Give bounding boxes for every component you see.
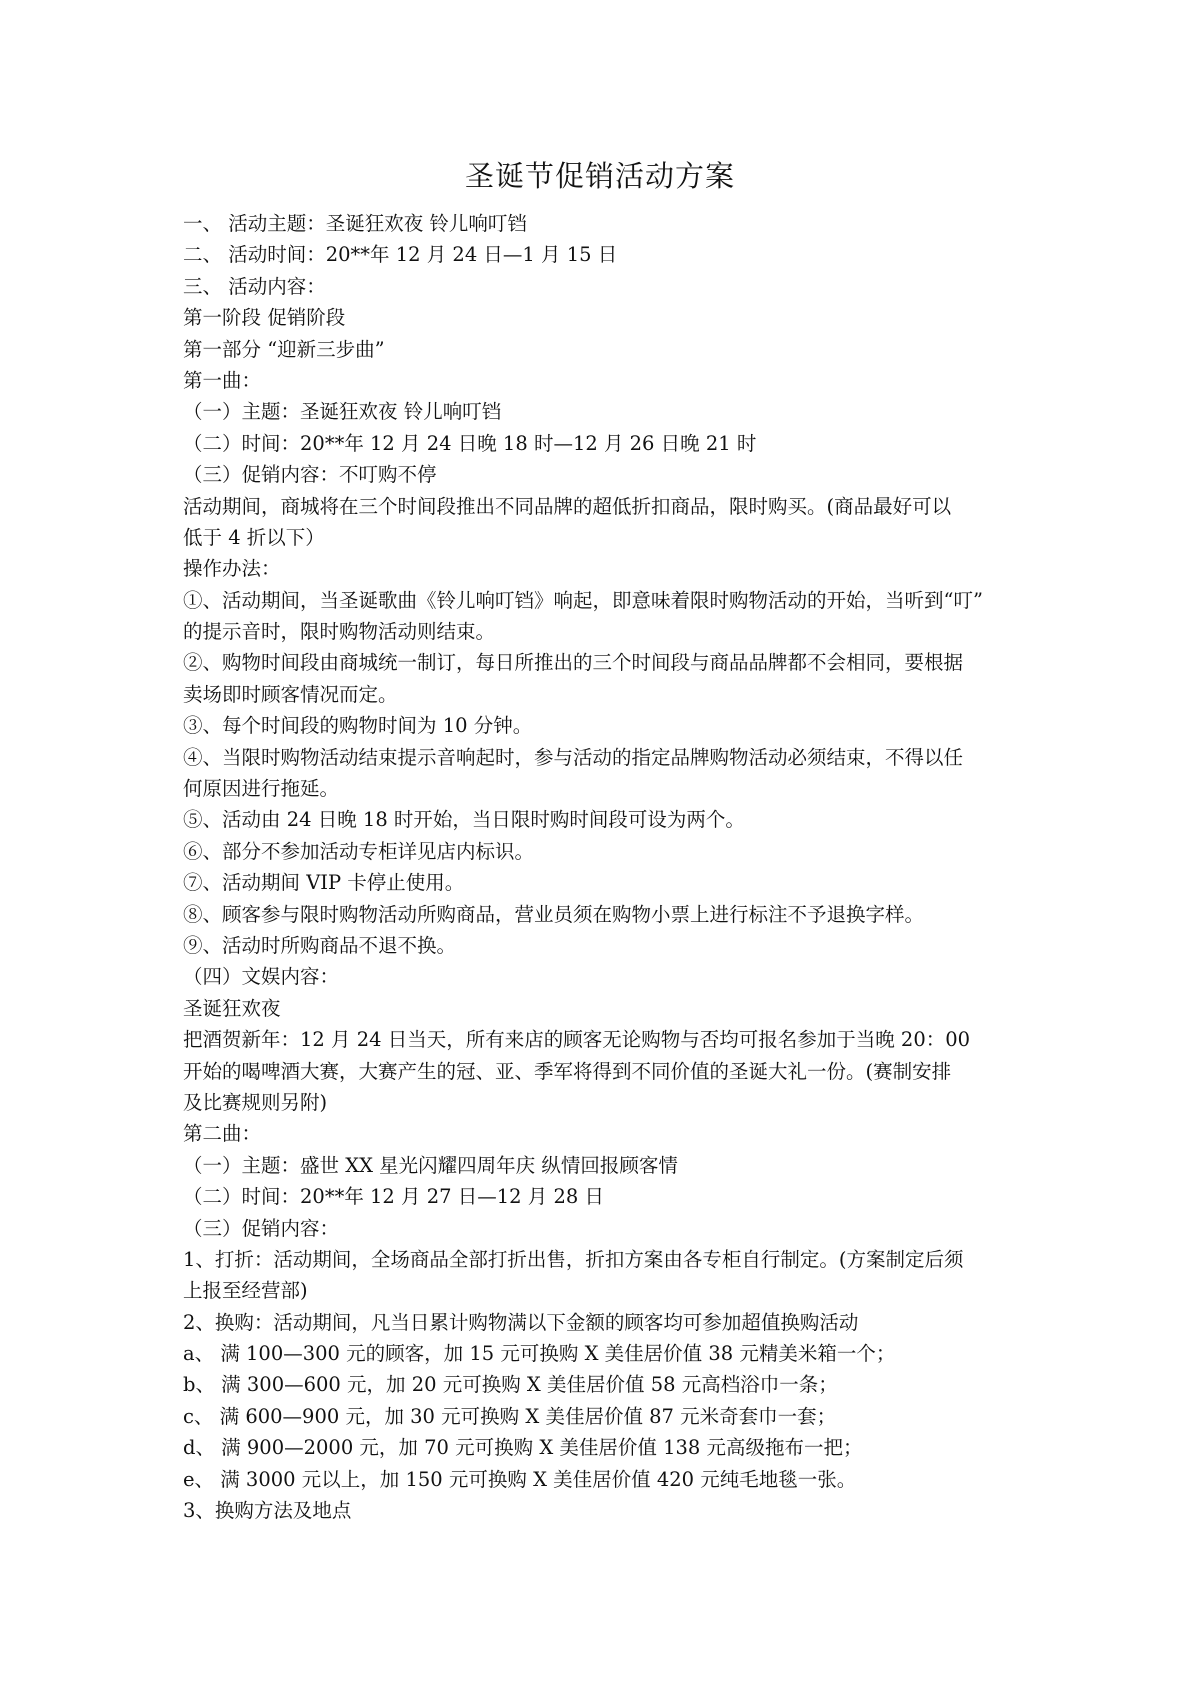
document-title: 圣诞节促销活动方案: [464, 159, 735, 193]
document-line: 第一曲：: [183, 368, 262, 392]
document-line: ⑦、活动期间 VIP 卡停止使用。: [183, 871, 465, 895]
document-line: e、 满 3000 元以上，加 150 元可换购 X 美佳居价值 420 元纯毛地毯一张。: [183, 1467, 857, 1491]
document-line: 圣诞狂欢夜: [183, 996, 281, 1020]
document-line: c、 满 600—900 元，加 30 元可换购 X 美佳居价值 87 元米奇套巾一套；: [183, 1404, 837, 1428]
document-line: 何原因进行拖延。: [183, 777, 340, 801]
document-line: 二、 活动时间：20**年 12 月 24 日—1 月 15 日: [183, 243, 618, 267]
document-line: 一、 活动主题：圣诞狂欢夜 铃儿响叮铛: [183, 212, 527, 235]
document-line: 第二曲：: [183, 1122, 262, 1146]
document-line: 的提示音时，限时购物活动则结束。: [183, 620, 496, 644]
document-line: 卖场即时顾客情况而定。: [183, 682, 398, 706]
document-line: ⑧、顾客参与限时购物活动所购商品，营业员须在购物小票上进行标注不予退换字样。: [183, 902, 925, 926]
document-line: ⑥、部分不参加活动专柜详见店内标识。: [183, 839, 535, 863]
document-line: ②、购物时间段由商城统一制订，每日所推出的三个时间段与商品品牌都不会相同，要根据: [183, 651, 964, 675]
document-body: [183, 208, 1033, 1526]
document-line: 低于 4 折以下）: [183, 525, 325, 549]
document-line: （二）时间：20**年 12 月 27 日—12 月 28 日: [183, 1185, 604, 1209]
document-line: 把酒贺新年：12 月 24 日当天，所有来店的顾客无论购物与否均可报名参加于当晚 20：00: [183, 1028, 971, 1052]
document-line: 操作办法：: [183, 557, 281, 581]
document-line: 三、 活动内容：: [183, 274, 326, 298]
document-line: a、 满 100—300 元的顾客，加 15 元可换购 X 美佳居价值 38 元精美米箱一个；: [183, 1342, 896, 1366]
document-line: 3、换购方法及地点: [183, 1499, 352, 1523]
document-line: b、 满 300—600 元，加 20 元可换购 X 美佳居价值 58 元高档浴巾一条；: [183, 1373, 838, 1397]
document-line: 开始的喝啤酒大赛，大赛产生的冠、亚、季军将得到不同价值的圣诞大礼一份。(赛制安排: [183, 1059, 952, 1083]
document-line: 及比赛规则另附): [183, 1090, 328, 1114]
document-line: 第一阶段 促销阶段: [183, 306, 346, 330]
document-line: 活动期间，商城将在三个时间段推出不同品牌的超低折扣商品，限时购买。(商品最好可以: [183, 494, 952, 518]
document-line: （三）促销内容：不叮购不停: [183, 463, 437, 487]
document-line: 2、换购：活动期间，凡当日累计购物满以下金额的顾客均可参加超值换购活动: [183, 1310, 859, 1334]
document-line: （三）促销内容：: [183, 1216, 340, 1240]
document-line: d、 满 900—2000 元，加 70 元可换购 X 美佳居价值 138 元高级拖布一把；: [183, 1436, 863, 1460]
document-line: （四）文娱内容：: [183, 965, 340, 989]
document-line: （一）主题：圣诞狂欢夜 铃儿响叮铛: [183, 400, 502, 424]
document-line: 1、打折：活动期间，全场商品全部打折出售，折扣方案由各专柜自行制定。(方案制定后须: [183, 1247, 964, 1271]
document-line: 上报至经营部): [183, 1279, 308, 1303]
document-line: 第一部分 “迎新三步曲”: [183, 337, 385, 361]
document-line: ③、每个时间段的购物时间为 10 分钟。: [183, 714, 533, 738]
document-line: ①、活动期间，当圣诞歌曲《铃儿响叮铛》响起，即意味着限时购物活动的开始，当听到“叮”: [183, 588, 983, 612]
document-line: （一）主题：盛世 XX 星光闪耀四周年庆 纵情回报顾客情: [183, 1153, 678, 1177]
document-line: （二）时间：20**年 12 月 24 日晚 18 时—12 月 26 日晚 21 时: [183, 431, 757, 455]
document-line: ⑤、活动由 24 日晚 18 时开始，当日限时购时间段可设为两个。: [183, 808, 745, 832]
document-line: ④、当限时购物活动结束提示音响起时，参与活动的指定品牌购物活动必须结束，不得以任: [183, 745, 964, 769]
document-line: ⑨、活动时所购商品不退不换。: [183, 933, 457, 957]
